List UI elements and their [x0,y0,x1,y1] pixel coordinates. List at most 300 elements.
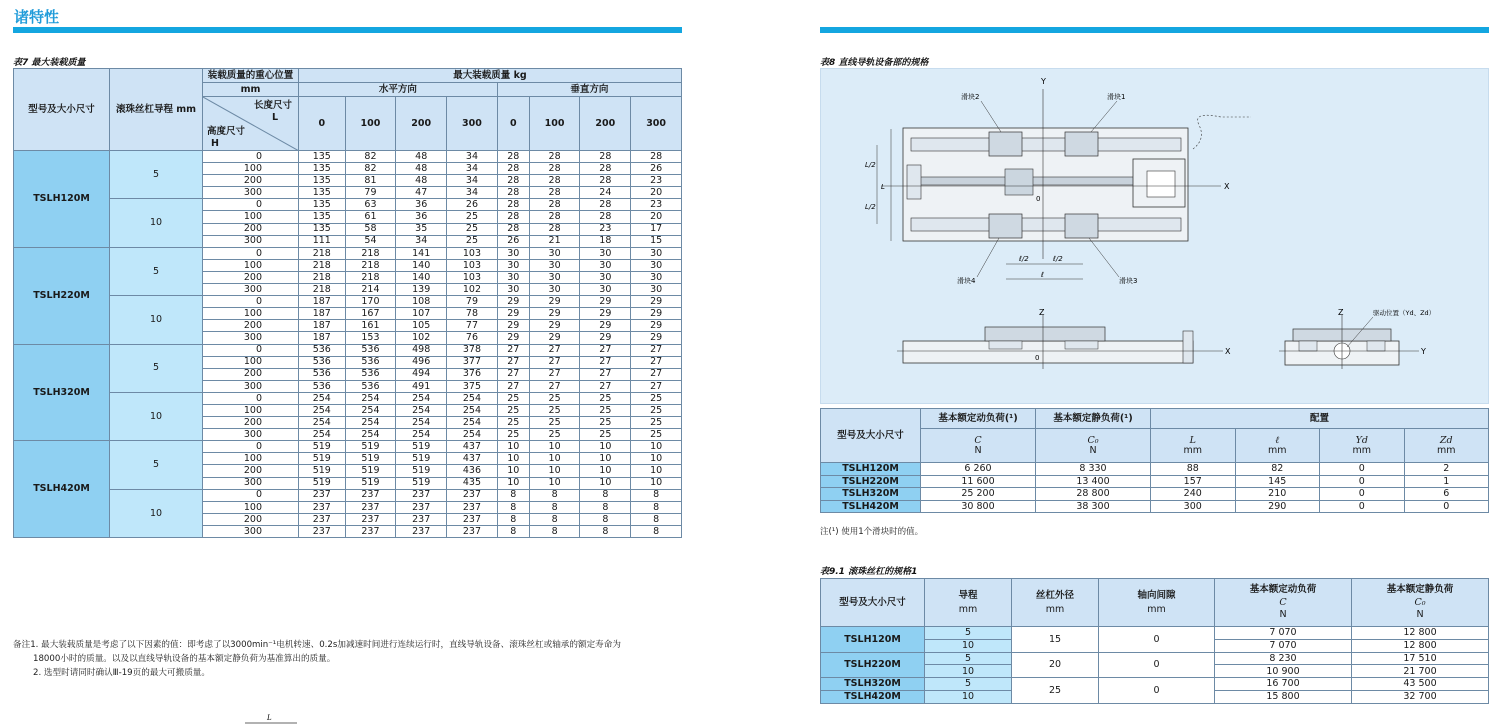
t7-cell: 8 [631,513,682,525]
t7-cell: 103 [447,247,498,259]
t8-h-Yd [1320,429,1405,463]
t8-cell-Zd: 1 [1404,475,1489,488]
t7-cell: 8 [497,513,529,525]
t91-od-label: 丝杠外径 [1035,590,1074,601]
t7-cell: 254 [299,404,346,416]
t7-cell: 8 [529,525,580,537]
t7-cell: 29 [529,296,580,308]
t7-cell: 536 [299,356,346,368]
t8-cell-L: 88 [1151,463,1236,476]
t7-cell: 25 [631,429,682,441]
t7-h-model: 型号及大小尺寸 [14,69,110,151]
t8-cell-L: 240 [1151,488,1236,501]
t7-cell: 28 [529,163,580,175]
t91-h-lead [925,579,1012,627]
t7-cell: 29 [580,320,631,332]
t7-cell: 29 [497,296,529,308]
t7-cell: 26 [447,199,498,211]
t91-lead-6: 10 [925,690,1012,703]
t91-C0-5: 43 500 [1352,678,1489,691]
axis-z-end: Z [1338,308,1344,317]
dim-half-l-1: ℓ/2 [1019,255,1029,263]
t7-cell: 25 [497,404,529,416]
t7-cell: 10 [580,453,631,465]
t7-cell: 375 [447,380,498,392]
t7-cell: 237 [299,525,346,537]
t7-cell: 36 [396,211,447,223]
t8-cell-model: TSLH420M [821,500,921,513]
t7-cell: 28 [529,223,580,235]
t7-cell: 30 [580,247,631,259]
t91-gap-1: 0 [1099,627,1215,653]
t7-cell: 79 [447,296,498,308]
t7-height: 0 [203,441,299,453]
t7-h-height: 高度尺寸 [207,126,246,137]
t7-cell: 29 [631,296,682,308]
t7-cell: 436 [447,465,498,477]
t7-note-3: 2. 选型时请同时确认Ⅲ-19页的最大可搬质量。 [33,668,210,678]
t91-gap-5: 0 [1099,678,1215,704]
t7-cell: 519 [396,453,447,465]
t7-height: 100 [203,453,299,465]
t7-height: 200 [203,417,299,429]
t7-cell: 15 [631,235,682,247]
t8-h-L [1151,429,1236,463]
t8-cell-Yd: 0 [1320,488,1405,501]
t7-cell: 28 [529,187,580,199]
t7-cell: 254 [447,404,498,416]
t7-cell: 237 [345,513,396,525]
t7-cell: 10 [631,465,682,477]
dim-l: ℓ [1041,271,1044,279]
t7-h-vert: 垂直方向 [497,83,681,97]
t7-cell: 498 [396,344,447,356]
t91-dyn-sym: C [1279,596,1287,608]
t8-cell-C: 30 800 [921,500,1036,513]
t7-cell: 61 [345,211,396,223]
t7-cell: 519 [396,441,447,453]
t7-cell: 218 [345,271,396,283]
t91-lead-unit: mm [958,603,978,615]
t8-cell-C: 11 600 [921,475,1036,488]
t7-cell: 10 [631,453,682,465]
t7-cell: 47 [396,187,447,199]
t7-cell: 29 [497,308,529,320]
t7-cell: 187 [299,332,346,344]
t7-cell: 254 [396,417,447,429]
t7-height: 300 [203,429,299,441]
t7-cell: 135 [299,211,346,223]
t7-cell: 10 [529,453,580,465]
t7-cell: 10 [580,477,631,489]
t7-cell: 254 [447,392,498,404]
t7-cell: 254 [396,392,447,404]
t7-cell: 36 [396,199,447,211]
t7-cell: 237 [345,501,396,513]
t7-height: 200 [203,175,299,187]
t7-cell: 218 [299,247,346,259]
t7-cell: 378 [447,344,498,356]
t7-cell: 536 [345,380,396,392]
t91-od-3: 20 [1012,652,1099,678]
t7-cell: 153 [345,332,396,344]
t7-cell: 187 [299,296,346,308]
t8-h-dyn-sym [921,429,1036,463]
t7-cell: 25 [447,211,498,223]
t7-cell: 237 [299,489,346,501]
t91-h-model: 型号及大小尺寸 [821,579,925,627]
t91-h-od [1012,579,1099,627]
t7-cell: 8 [529,489,580,501]
t7-cell: 536 [299,344,346,356]
t8-L-sym: L [1189,435,1196,446]
t7-col-2: 200 [396,97,447,151]
t7-cell: 10 [497,441,529,453]
t7-cell: 30 [497,284,529,296]
t8-Yd-unit: mm [1352,444,1371,456]
t7-cell: 254 [396,429,447,441]
t7-cell: 26 [631,163,682,175]
t7-model: TSLH120M [14,151,110,248]
t7-cell: 27 [529,380,580,392]
t7-cell: 34 [447,151,498,163]
t7-height: 300 [203,332,299,344]
t7-cell: 10 [580,465,631,477]
t8-h-l [1235,429,1320,463]
t7-model: TSLH420M [14,441,110,538]
t7-cell: 254 [345,417,396,429]
t7-cell: 254 [447,429,498,441]
t7-height: 200 [203,465,299,477]
t7-cell: 25 [497,392,529,404]
t7-cell: 8 [580,513,631,525]
t7-height: 300 [203,284,299,296]
t7-cell: 10 [529,441,580,453]
t7-height: 200 [203,368,299,380]
t7-cell: 8 [497,489,529,501]
t7-cell: 23 [631,199,682,211]
t7-cell: 237 [299,501,346,513]
t7-cell: 254 [299,429,346,441]
t7-cell: 78 [447,308,498,320]
t7-h-cg: 装载质量的重心位置 [203,69,299,83]
t7-row [14,247,682,259]
axis-x-top: X [1224,182,1230,191]
t8-Zd-unit: mm [1436,444,1456,456]
t7-cell: 103 [447,271,498,283]
t7-cell: 496 [396,356,447,368]
t91-h-stat [1352,579,1489,627]
t7-height: 100 [203,163,299,175]
t8-cell-Zd: 0 [1404,500,1489,513]
t7-cell: 30 [631,271,682,283]
t7-row [14,199,682,211]
t7-cell: 48 [396,151,447,163]
t7-cell: 519 [345,453,396,465]
t7-cell: 28 [497,223,529,235]
t7-height: 0 [203,489,299,501]
t7-cell: 25 [497,417,529,429]
t7-h-lead: 滚珠丝杠导程 mm [110,69,203,151]
t7-cell: 25 [529,417,580,429]
t7-cell: 437 [447,453,498,465]
t7-cell: 54 [345,235,396,247]
t7-cell: 28 [580,211,631,223]
t7-h-L: L [271,112,278,123]
t7-height: 200 [203,223,299,235]
t7-cell: 435 [447,477,498,489]
t7-cell: 25 [447,235,498,247]
t8-h-stat-sym [1036,429,1151,463]
t7-cell: 491 [396,380,447,392]
t7-cell: 27 [580,380,631,392]
t7-cell: 30 [580,271,631,283]
t7-cell: 536 [345,344,396,356]
t7-cell: 30 [529,271,580,283]
t7-cell: 30 [631,247,682,259]
t7-cell: 48 [396,175,447,187]
t7-cell: 29 [580,332,631,344]
t7-cell: 519 [396,477,447,489]
t8-l-sym: ℓ [1275,435,1280,446]
t91-stat-unit: N [1416,609,1424,621]
t7-cell: 161 [345,320,396,332]
t7-cell: 25 [529,429,580,441]
t7-cell: 30 [631,284,682,296]
origin-top: 0 [1036,195,1041,203]
t91-caption: 表9.1 滚珠丝杠的规格1 [820,567,918,577]
t7-cell: 254 [345,404,396,416]
t7-col-6: 200 [580,97,631,151]
t8-cell-model: TSLH120M [821,463,921,476]
t91-C0-3: 17 510 [1352,652,1489,665]
t7-cell: 25 [497,429,529,441]
t7-model: TSLH320M [14,344,110,441]
t7-cell: 187 [299,320,346,332]
t91-C-3: 8 230 [1215,652,1352,665]
axis-y-end: Y [1421,347,1426,356]
t7-height: 100 [203,404,299,416]
t7-height: 100 [203,259,299,271]
t7-cell: 28 [529,151,580,163]
t7-cell: 10 [497,477,529,489]
t8-dyn-sym: C [974,435,982,446]
t7-cell: 29 [580,308,631,320]
t91-stat-label: 基本额定静负荷 [1386,584,1454,596]
t91-gap-3: 0 [1099,652,1215,678]
t7-cell: 8 [529,501,580,513]
t7-lead: 10 [110,392,203,440]
t7-cell: 254 [396,404,447,416]
t91-dyn-label: 基本额定动负荷 [1249,584,1317,596]
t7-cell: 536 [345,356,396,368]
t7-cell: 254 [345,429,396,441]
t8-cell-model: TSLH320M [821,488,921,501]
t8-stat-unit: N [1089,444,1097,456]
t8-cell-Yd: 0 [1320,475,1405,488]
t7-cell: 237 [396,501,447,513]
dim-L: L [881,183,885,191]
t7-cell: 25 [631,417,682,429]
slider1-label: 滑块1 [1107,93,1126,101]
t8-h-dyn: 基本额定动负荷(¹) [921,409,1036,429]
t7-cell: 237 [447,489,498,501]
t7-cell: 102 [447,284,498,296]
t91-C0-6: 32 700 [1352,690,1489,703]
t91-lead-1: 5 [925,627,1012,640]
t7-cell: 27 [631,356,682,368]
t7-cell: 29 [529,320,580,332]
t7-cell: 34 [447,187,498,199]
t7-height: 0 [203,392,299,404]
t7-cell: 17 [631,223,682,235]
t7-cell: 218 [299,259,346,271]
t7-col-3: 300 [447,97,498,151]
slider3-label: 滑块3 [1119,277,1138,285]
t91-od-5: 25 [1012,678,1099,704]
t8-Zd-sym: Zd [1439,435,1453,446]
t7-h-max: 最大装载质量 kg [299,69,682,83]
t91-C-6: 15 800 [1215,690,1352,703]
t7-cell: 29 [497,332,529,344]
t8-cell-L: 157 [1151,475,1236,488]
origin-side: 0 [1035,354,1040,362]
t7-cell: 536 [345,368,396,380]
t7-lead: 5 [110,344,203,392]
t7-cell: 82 [345,151,396,163]
t91-lead-2: 10 [925,639,1012,652]
t8-cell-l: 82 [1235,463,1320,476]
t7-cell: 254 [299,417,346,429]
t7-cell: 536 [299,380,346,392]
t8-row [821,475,1489,488]
t91-lead-3: 5 [925,652,1012,665]
t91-dyn-unit: N [1279,609,1287,621]
t91-C-4: 10 900 [1215,665,1352,678]
t7-cell: 25 [447,223,498,235]
t7-cell: 140 [396,259,447,271]
t7-cell: 28 [497,175,529,187]
t7-cell: 25 [580,417,631,429]
t7-cell: 254 [345,392,396,404]
t8-row [821,488,1489,501]
dim-half-l-2: ℓ/2 [1053,255,1063,263]
t7-cell: 135 [299,187,346,199]
t7-cell: 237 [396,513,447,525]
t7-cell: 10 [497,453,529,465]
t7-cell: 10 [580,441,631,453]
t7-col-1: 100 [345,97,396,151]
t7-cell: 58 [345,223,396,235]
t7-height: 200 [203,271,299,283]
t7-cell: 237 [299,513,346,525]
t8-cell-Yd: 0 [1320,463,1405,476]
t7-cell: 28 [529,199,580,211]
t8-dyn-unit: N [974,444,982,456]
t7-cell: 519 [299,477,346,489]
t7-cell: 377 [447,356,498,368]
t7-note-2: 18000小时的质量。以及以直线导轨设备的基本额定静负荷为基准算出的质量。 [33,654,336,664]
t7-cell: 141 [396,247,447,259]
t7-cell: 27 [497,356,529,368]
t91-model-3: TSLH220M [821,652,925,678]
bottom-dim-label: L [267,714,272,722]
t7-col-5: 100 [529,97,580,151]
t91-gap-label: 轴向间隙 [1137,590,1176,601]
t7-cell: 135 [299,199,346,211]
t91-C-1: 7 070 [1215,627,1352,640]
t7-height: 0 [203,296,299,308]
t7-cell: 34 [447,163,498,175]
t7-cell: 8 [497,525,529,537]
t7-cell: 25 [631,404,682,416]
t7-cell: 48 [396,163,447,175]
t8-h-config: 配置 [1151,409,1489,429]
t7-cell: 24 [580,187,631,199]
t7-height: 300 [203,477,299,489]
t7-cell: 30 [580,284,631,296]
t8-cell-C: 6 260 [921,463,1036,476]
t91-stat-sym: C₀ [1414,596,1426,608]
t7-cell: 30 [529,259,580,271]
t7-height: 300 [203,525,299,537]
t7-cell: 27 [631,344,682,356]
t7-height: 300 [203,235,299,247]
t7-cell: 103 [447,259,498,271]
rail-diagram [820,68,1489,404]
t8-cell-C0: 8 330 [1036,463,1151,476]
t7-cell: 237 [345,489,396,501]
t7-cell: 29 [631,308,682,320]
t7-cell: 28 [580,199,631,211]
t7-cell: 519 [299,441,346,453]
t8-h-Zd [1404,429,1489,463]
t7-cell: 28 [497,151,529,163]
t7-cell: 27 [631,380,682,392]
t8-cell-l: 290 [1235,500,1320,513]
t8-Yd-sym: Yd [1355,435,1368,446]
t7-lead: 5 [110,247,203,295]
t7-cell: 218 [299,284,346,296]
t7-cell: 29 [497,320,529,332]
t8-L-unit: mm [1183,444,1202,456]
t7-height: 100 [203,356,299,368]
t8-note: 注(¹) 使用1个滑块时的值。 [820,527,924,537]
t7-cell: 28 [580,163,631,175]
t91-gap-unit: mm [1147,603,1166,615]
t8-cell-l: 145 [1235,475,1320,488]
t7-cell: 519 [345,441,396,453]
t7-caption: 表7 最大装载质量 [13,58,86,68]
t7-cell: 27 [497,368,529,380]
t7-cell: 519 [299,453,346,465]
t8-cell-Zd: 2 [1404,463,1489,476]
page-title: 诸特性 [14,8,60,26]
t7-note-1: 备注1. 最大装载质量是考虑了以下因素的值：即考虑了以3000min⁻¹电机转速、0.2s加减速时间进行连续运行时，直线导轨设备、滚珠丝杠或轴承的额定寿命为 [13,640,621,650]
t7-cell: 23 [631,175,682,187]
t7-cell: 8 [631,489,682,501]
t91-lead-4: 10 [925,665,1012,678]
t91-C0-4: 21 700 [1352,665,1489,678]
t7-notes [13,638,693,680]
t7-row [14,296,682,308]
slider2-label: 滑块2 [961,93,980,101]
t7-cell: 26 [497,235,529,247]
t91-model-5: TSLH320M [821,678,925,691]
t7-cell: 519 [396,465,447,477]
t91-lead-label: 导程 [958,590,978,601]
t7-cell: 27 [580,368,631,380]
